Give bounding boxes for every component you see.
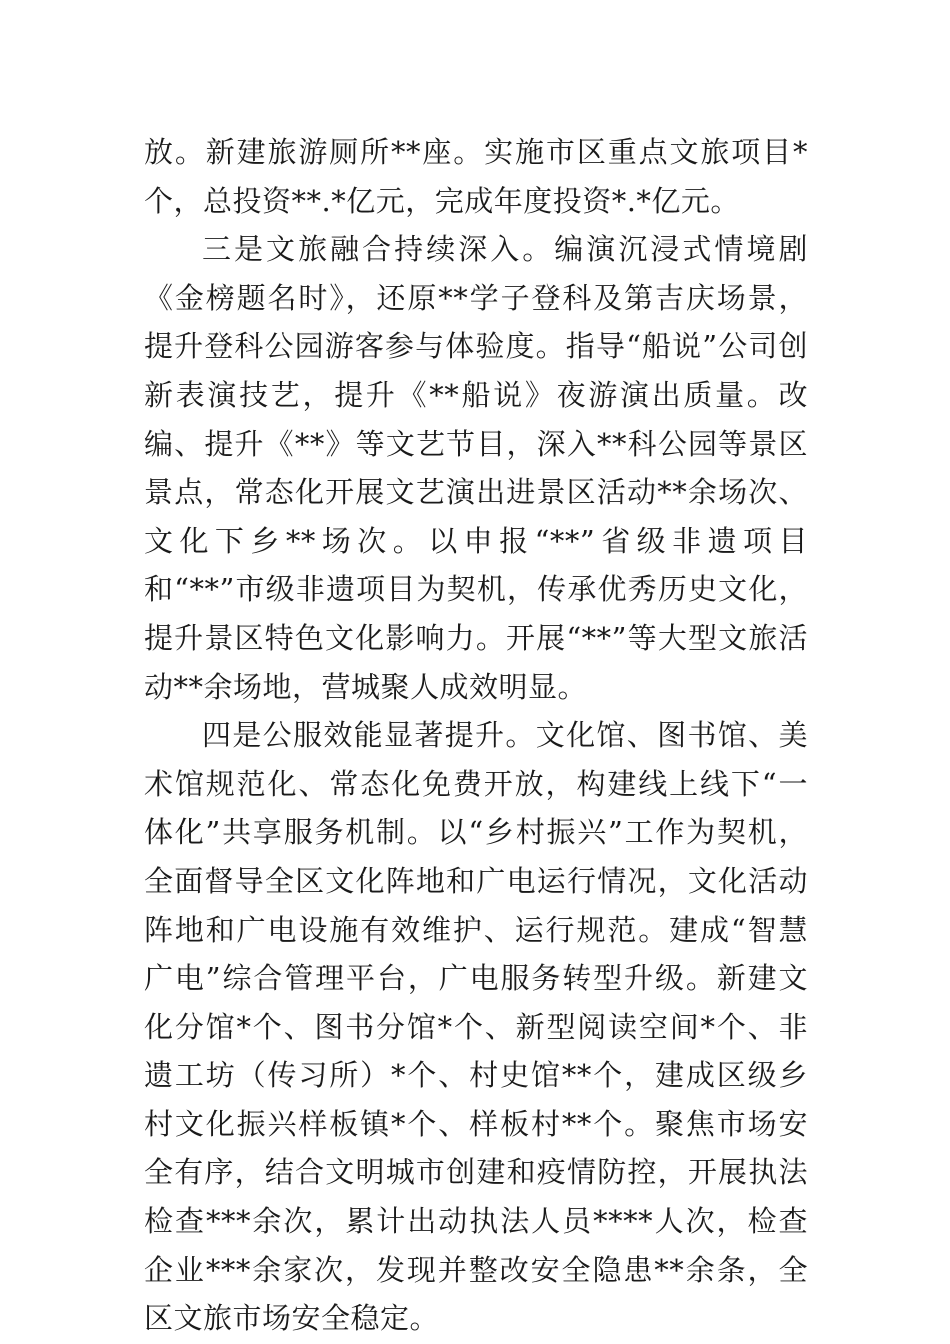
paragraph-continuation: 放。新建旅游厕所**座。实施市区重点文旅项目*个，总投资**.*亿元，完成年度投资*.*亿元。: [144, 135, 808, 218]
paragraph-cultural-tourism-integration: 三是文旅融合持续深入。编演沉浸式情境剧《金榜题名时》，还原**学子登科及第吉庆场景，提升登科公园游客参与体验度。指导“船说”公司创新表演技艺，提升《**船说》夜游演出质量。改编、提升《**》等文艺节目，深入**科公园等景区景点，常态化开展文艺演出进景区活动**余场次、文化下乡**场次。以申报“**”省级非遗项目和“**”市级非遗项目为契机，传承优秀历史文化，提升景区特色文化影响力。开展“**”等大型文旅活动**余场地，营城聚人成效明显。: [144, 232, 808, 704]
paragraph-public-service-efficiency: 四是公服效能显著提升。文化馆、图书馆、美术馆规范化、常态化免费开放，构建线上线下“一体化”共享服务机制。以“乡村振兴”工作为契机，全面督导全区文化阵地和广电运行情况，文化活动阵地和广电设施有效维护、运行规范。建成“智慧广电”综合管理平台，广电服务转型升级。新建文化分馆*个、图书分馆*个、新型阅读空间*个、非遗工坊（传习所）*个、村史馆**个，建成区级乡村文化振兴样板镇*个、样板村**个。聚焦市场安全有序，结合文明城市创建和疫情防控，开展执法检查***余次，累计出动执法人员****人次，检查企业***余家次，发现并整改安全隐患**余条，全区文旅市场安全稳定。: [144, 718, 808, 1336]
document-body: [144, 128, 808, 1343]
